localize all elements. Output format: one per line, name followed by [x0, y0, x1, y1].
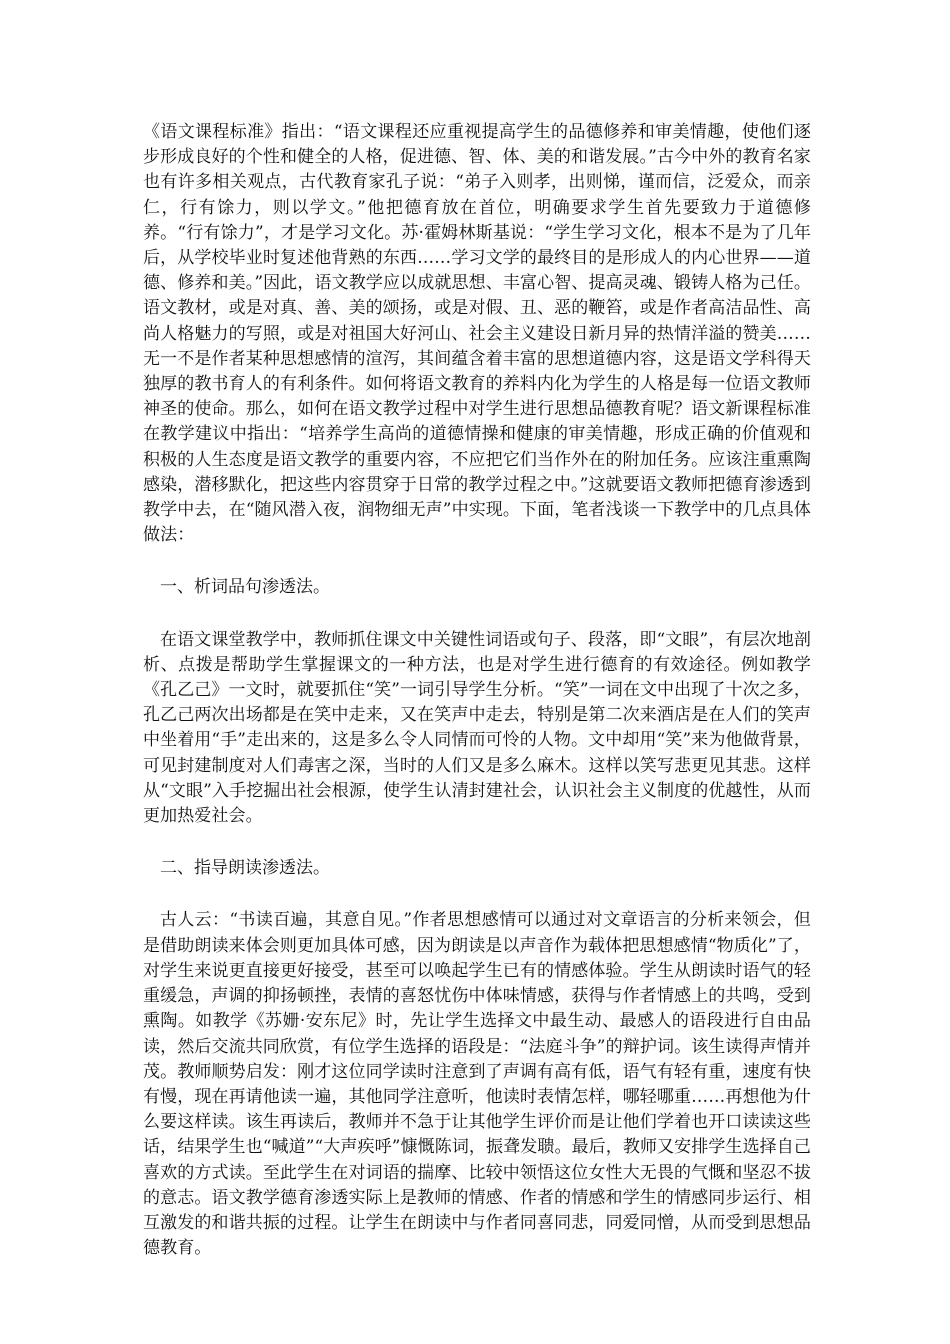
- paragraph-gap: [143, 881, 811, 908]
- section-body-2: 古人云：“书读百遍，其意自见。”作者思想感情可以通过对文章语言的分析来领会，但是借助朗读来体会则更加具体可感，因为朗读是以声音作为载体把思想感情“物质化”了，对学生来说更直接更好接受，甚至可以唤起学生已有的情感体验。学生从朗读时语气的轻重缓急，声调的抑扬顿挫，表情的喜怒忧伤中体味情感，获得与作者情感上的共鸣，受到熏陶。如教学《苏姗·安东尼》时，先让学生选择文中最生动、最感人的语段进行自由品读，然后交流共同欣赏，有位学生选择的语段是：“法庭斗争”的辩护词。该生读得声情并茂。教师顺势启发：刚才这位同学读时注意到了声调有高有低，语气有轻有重，速度有快有慢，现在再请他读一遍，其他同学注意听，他读时表情怎样，哪轻哪重……再想他为什么要这样读。该生再读后，教师并不急于让其他学生评价而是让他们学着也开口读读这些话，结果学生也“喊道”“大声疾呼”慷慨陈词，振聋发聩。最后，教师又安排学生选择自己喜欢的方式读。至此学生在对词语的揣摩、比较中领悟这位女性大无畏的气慨和坚忍不拔的意志。语文教学德育渗透实际上是教师的情感、作者的情感和学生的情感同步运行、相互激发的和谐共振的过程。让学生在朗读中与作者同喜同悲，同爱同憎，从而受到思想品德教育。: [143, 910, 811, 1259]
- intro-paragraph: 《语文课程标准》指出：“语文课程还应重视提高学生的品德修养和审美情趣，使他们逐步形成良好的个性和健全的人格，促进德、智、体、美的和谐发展。”古今中外的教育名家也有许多相关观点，古代教育家孔子说：“弟子入则孝，出则悌，谨而信，泛爱众，而亲仁，行有馀力，则以学文。”他把德育放在首位，明确要求学生首先要致力于道德修养。“行有馀力”，才是学习文化。苏·霍姆林斯基说：“学生学习文化，根本不是为了几年后，从学校毕业时复述他背熟的东西……学习文学的最终目的是形成人的内心世界——道德、修养和美。”因此，语文教学应以成就思想、丰富心智、提高灵魂、锻铸人格为己任。语文教材，或是对真、善、美的颂扬，或是对假、丑、恶的鞭笞，或是作者高洁品性、高尚人格魅力的写照，或是对祖国大好河山、社会主义建设日新月异的热情洋溢的赞美……无一不是作者某种思想感情的渲泻，其间蕴含着丰富的思想道德内容，这是语文学科得天独厚的教书育人的有利条件。如何将语文教育的养料内化为学生的人格是每一位语文教师神圣的使命。那么，如何在语文教学过程中对学生进行思想品德教育呢？语文新课程标准在教学建议中指出：“培养学生高尚的道德情操和健康的审美情趣，形成正确的价值观和积极的人生态度是语文教学的重要内容，不应把它们当作外在的附加任务。应该注重熏陶感染，潜移默化，把这些内容贯穿于日常的教学过程之中。”这就要语文教师把德育渗透到教学中去，在“随风潜入夜，润物细无声”中实现。下面，笔者浅谈一下教学中的几点具体做法：: [143, 122, 811, 546]
- section-heading-2: 二、指导朗读渗透法。: [160, 858, 330, 879]
- paragraph-gap: [143, 829, 811, 856]
- section-body-1: 在语文课堂教学中，教师抓住课文中关键性词语或句子、段落，即“文眼”，有层次地剖析、点拨是帮助学生掌握课文的一种方法，也是对学生进行德育的有效途径。例如教学《孔乙己》一文时，就要抓住“笑”一词引导学生分析。“笑”一词在文中出现了十次之多，孔乙己两次出场都是在笑中走来，又在笑声中走去，特别是第二次来酒店是在人们的笑声中坐着用“手”走出来的，这是多么令人同情而可怜的人物。文中却用“笑”来为他做背景，可见封建制度对人们毒害之深，当时的人们又是多么麻木。这样以笑写悲更见其悲。这样从“文眼”入手挖掘出社会根源，使学生认清封建社会，认识社会主义制度的优越性，从而更加热爱社会。: [143, 629, 811, 827]
- document-page: [143, 120, 811, 1261]
- paragraph-gap: [143, 548, 811, 575]
- section-heading-1: 一、析词品句渗透法。: [160, 577, 330, 598]
- paragraph-gap: [143, 601, 811, 628]
